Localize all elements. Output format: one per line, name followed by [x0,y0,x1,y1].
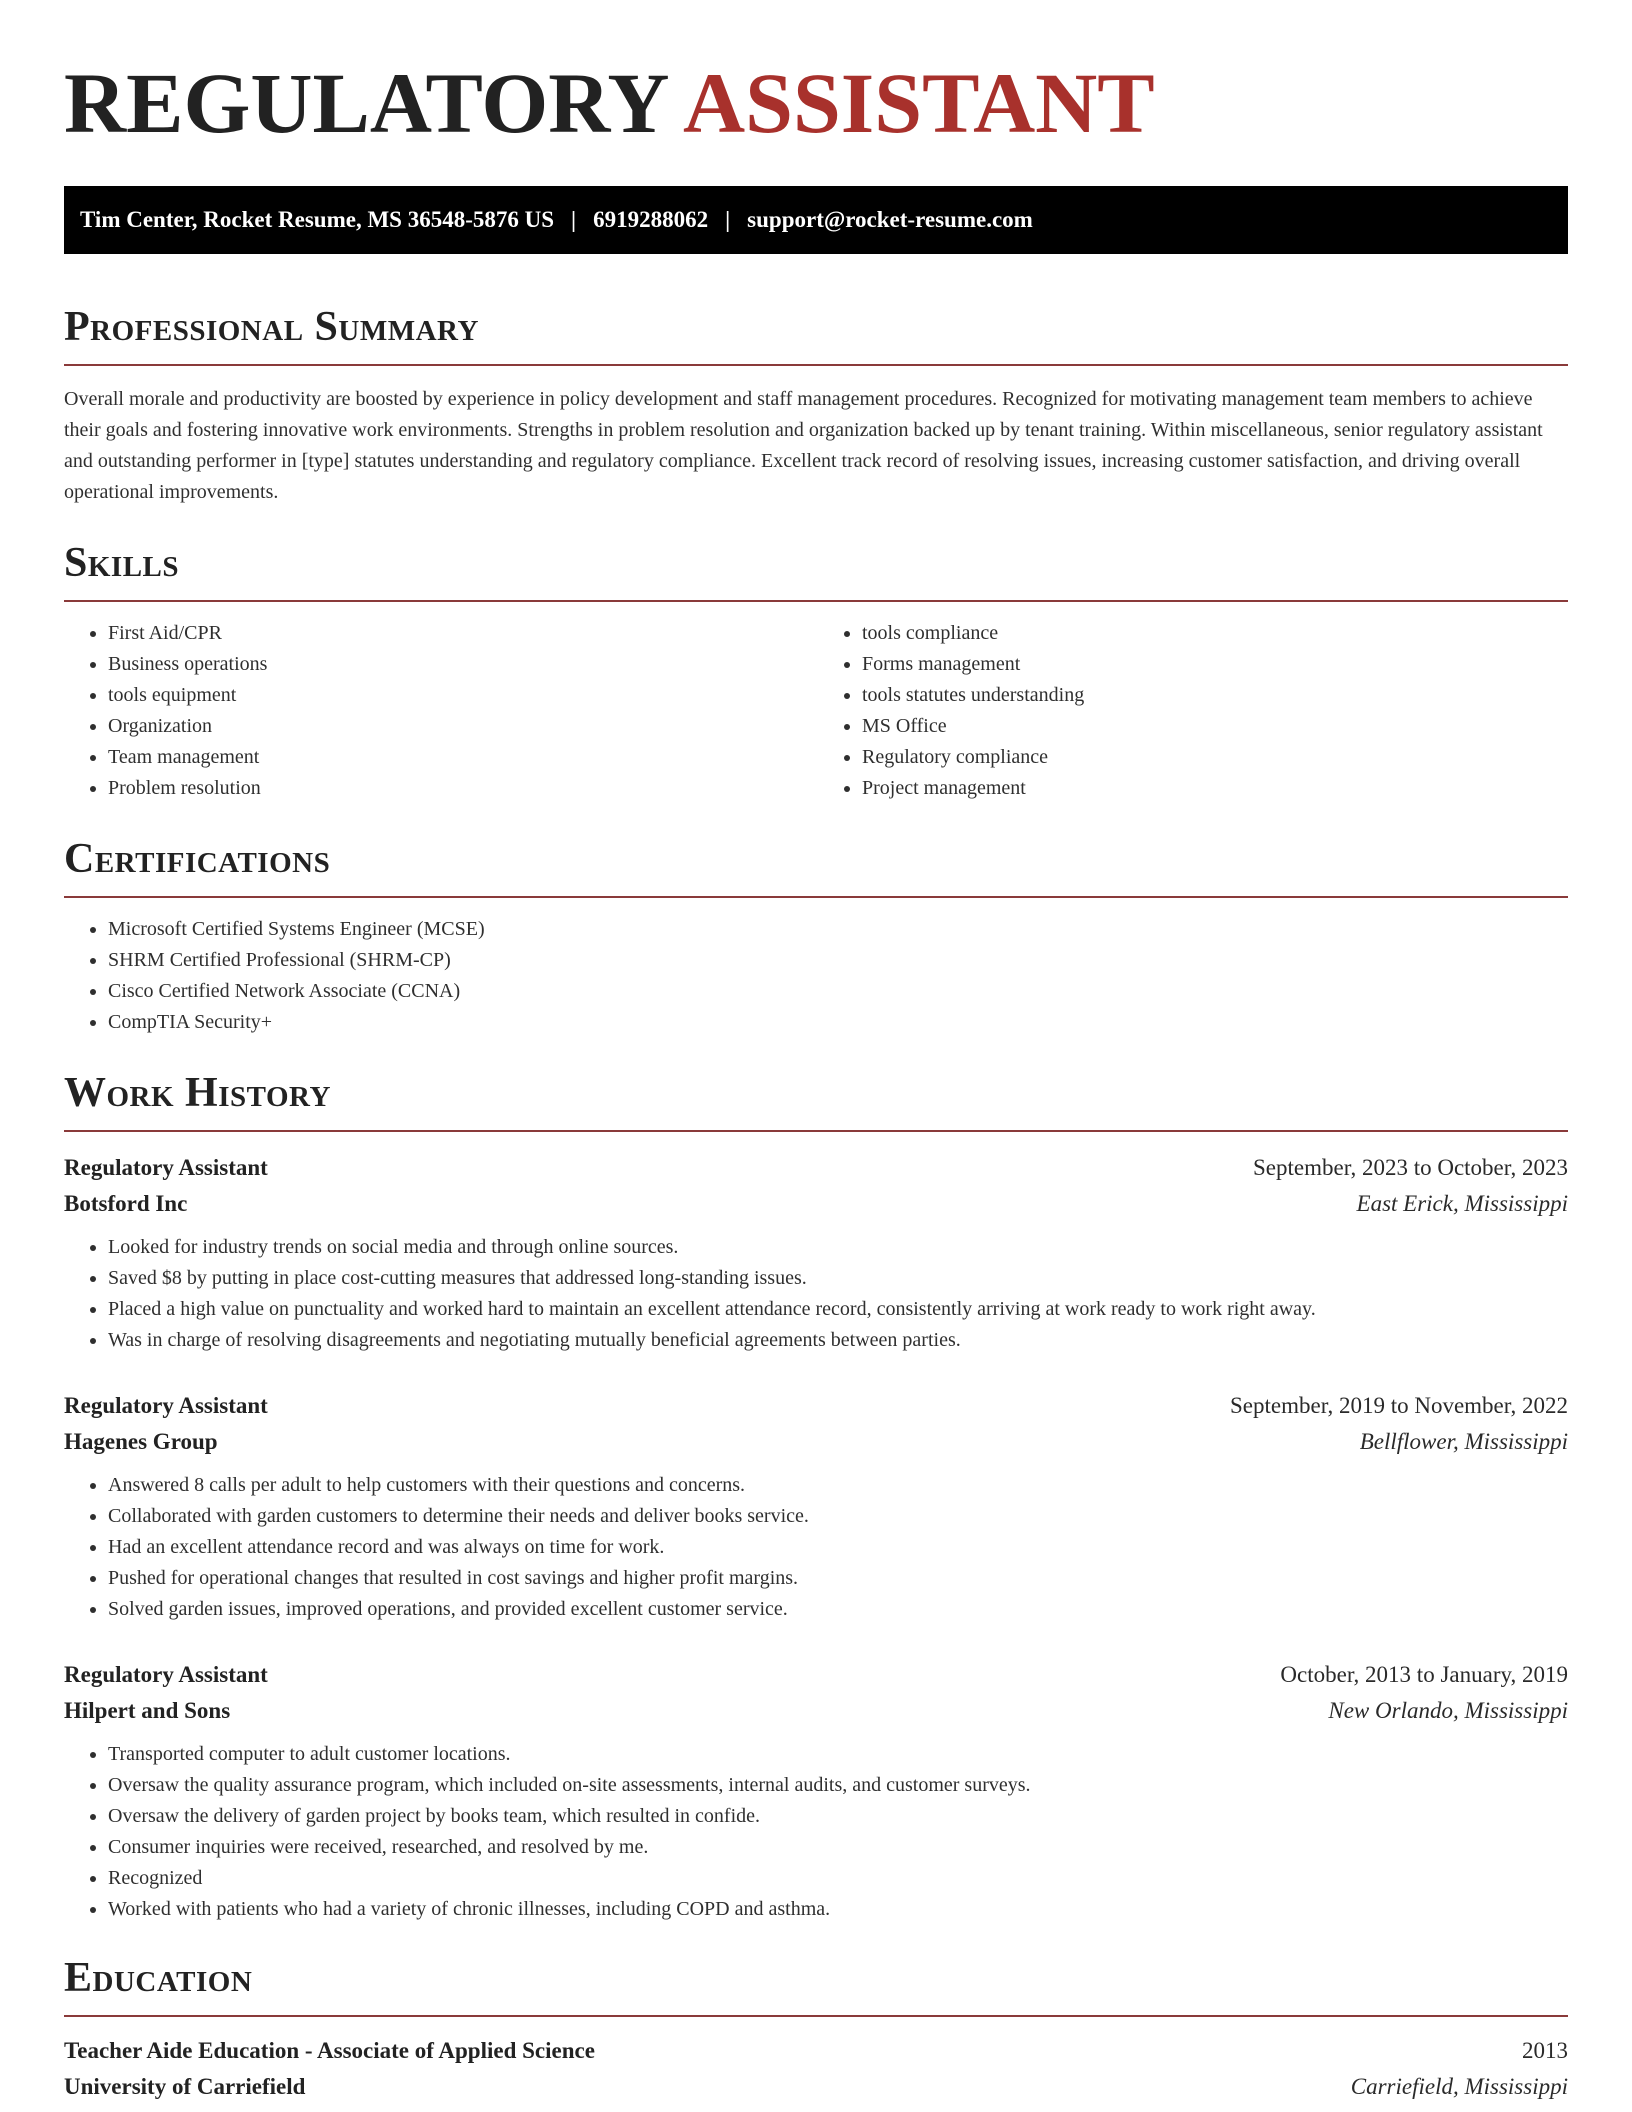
job-bullet: • Transported computer to adult customer locations. [108,1739,1568,1770]
education-degree: Teacher Aide Education - Associate of Applied Science [64,2038,595,2063]
job-bullet: • Was in charge of resolving disagreements and negotiating mutually beneficial agreements between parties. [108,1325,1568,1356]
skill-item: • tools compliance [862,618,1568,649]
job-bullet: • Consumer inquiries were received, researched, and resolved by me. [108,1832,1568,1863]
skill-item: • tools statutes understanding [862,680,1568,711]
job-entry [64,1657,1568,1925]
section-divider [64,2015,1568,2017]
section-divider [64,364,1568,366]
skill-item: • First Aid/CPR [108,618,816,649]
section-divider [64,896,1568,898]
job-title: Regulatory Assistant [64,1155,268,1180]
contact-email[interactable]: support@rocket-resume.com [747,207,1033,232]
certification-item: • Cisco Certified Network Associate (CCNA) [108,976,1568,1007]
job-bullet: • Looked for industry trends on social media and through online sources. [108,1232,1568,1263]
certifications-section [64,838,1568,1038]
job-bullet: • Worked with patients who had a variety of chronic illnesses, including COPD and asthma. [108,1894,1568,1925]
section-title-certifications: Certifications [64,836,331,882]
job-bullet: • Placed a high value on punctuality and worked hard to maintain an excellent attendance record, consistently arriving at work ready to work right away. [108,1294,1568,1325]
contact-address: Tim Center, Rocket Resume, MS 36548-5876 US [80,207,555,232]
skill-item: • Business operations [108,649,816,680]
contact-separator: | [725,207,731,232]
skill-item: • Regulatory compliance [862,742,1568,773]
summary-section [64,306,1568,508]
job-bullet: • Pushed for operational changes that resulted in cost savings and higher profit margins. [108,1563,1568,1594]
skill-item: • tools equipment [108,680,816,711]
job-location: Bellflower, Mississippi [1359,1429,1568,1454]
job-entry [64,1388,1568,1625]
contact-separator: | [571,207,577,232]
job-company: Botsford Inc [64,1191,188,1216]
section-title-skills: Skills [64,540,180,586]
skill-item: • Team management [108,742,816,773]
summary-text: Overall morale and productivity are boosted by experience in policy development and staff management procedures. Recognized for motivating management team members to achieve their goals and fostering innovative work environments. Strengths in problem resolution and organization backed up by tenant training. Within miscellaneous, senior regulatory assistant and outstanding performer in [type] statutes understanding and regulatory compliance. Excellent track record of resolving issues, increasing customer satisfaction, and driving overall operational improvements. [64,388,1543,503]
skills-section [64,542,1568,804]
education-section [64,1957,1568,2105]
job-bullet: • Had an excellent attendance record and was always on time for work. [108,1532,1568,1563]
section-title-summary: Professional Summary [64,304,479,350]
job-title: Regulatory Assistant [64,1662,268,1687]
job-entry [64,1150,1568,1356]
job-bullet: • Oversaw the quality assurance program, which included on-site assessments, internal audits, and customer surveys. [108,1770,1568,1801]
skill-item: • Organization [108,711,816,742]
skills-grid [64,618,1568,804]
certification-item: • Microsoft Certified Systems Engineer (MCSE) [108,914,1568,945]
section-title-work-history: Work History [64,1070,331,1116]
job-bullet: • Oversaw the delivery of garden project by books team, which resulted in confide. [108,1801,1568,1832]
education-year: 2013 [1522,2038,1568,2063]
job-company: Hilpert and Sons [64,1698,231,1723]
skills-column-left [64,618,816,804]
job-bullet: • Saved $8 by putting in place cost-cutting measures that addressed long-standing issues. [108,1263,1568,1294]
job-dates: September, 2019 to November, 2022 [1230,1393,1568,1418]
skill-item: • Project management [862,773,1568,804]
job-location: New Orlando, Mississippi [1328,1698,1568,1723]
skills-column-right [816,618,1568,804]
job-bullet: • Answered 8 calls per adult to help customers with their questions and concerns. [108,1470,1568,1501]
job-location: East Erick, Mississippi [1356,1191,1568,1216]
certification-item: • CompTIA Security+ [108,1007,1568,1038]
skill-item: • Problem resolution [108,773,816,804]
section-divider [64,600,1568,602]
contact-phone[interactable]: 6919288062 [593,207,709,232]
job-title: Regulatory Assistant [64,1393,268,1418]
job-dates: September, 2023 to October, 2023 [1253,1155,1568,1180]
job-dates: October, 2013 to January, 2019 [1280,1662,1568,1687]
certification-item: • SHRM Certified Professional (SHRM-CP) [108,945,1568,976]
candidate-name [64,0,1568,151]
contact-bar [64,186,1568,254]
work-history-section [64,1072,1568,1925]
skill-item: • Forms management [862,649,1568,680]
job-bullet: • Solved garden issues, improved operations, and provided excellent customer service. [108,1594,1568,1625]
job-company: Hagenes Group [64,1429,218,1454]
skill-item: • MS Office [862,711,1568,742]
education-school: University of Carriefield [64,2074,306,2099]
section-title-education: Education [64,1955,253,2001]
job-bullet: • Collaborated with garden customers to determine their needs and deliver books service. [108,1501,1568,1532]
name-first: REGULATORY [64,55,667,151]
job-bullet: • Recognized [108,1863,1568,1894]
education-location: Carriefield, Mississippi [1350,2074,1568,2099]
education-entry [64,2033,1568,2105]
name-last: ASSISTANT [683,55,1155,151]
section-divider [64,1130,1568,1132]
